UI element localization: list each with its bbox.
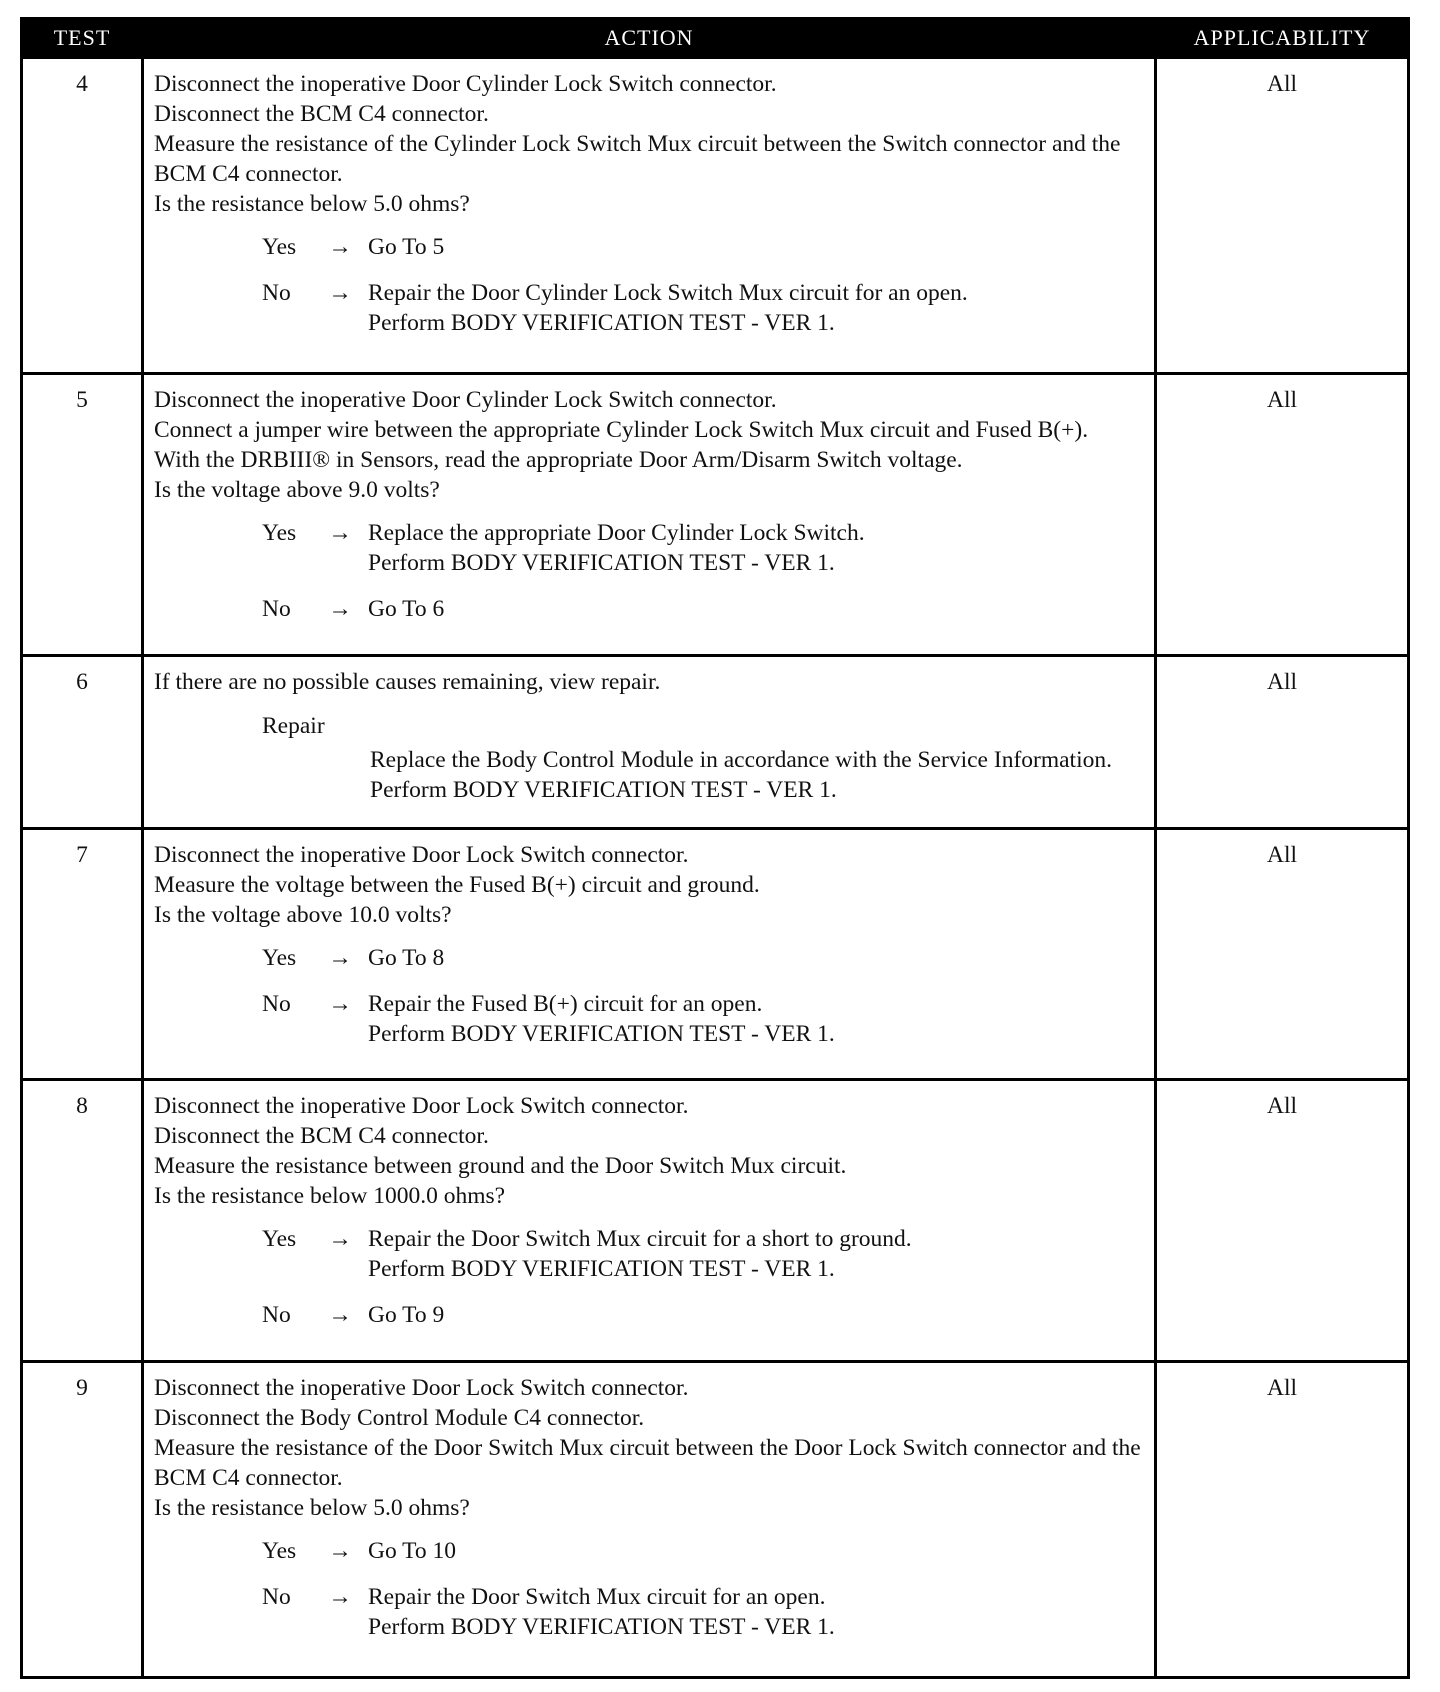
action-cell: [143, 373, 1156, 656]
repair-label: Repair: [262, 713, 325, 740]
applicability-value: All: [1156, 58, 1409, 374]
repair-instructions: [370, 745, 1146, 805]
no-label: No: [262, 280, 291, 306]
no-label: No: [262, 1301, 291, 1328]
action-step: Disconnect the inoperative Door Lock Switch connector.: [154, 1375, 689, 1402]
yes-label: Yes: [262, 1538, 297, 1565]
yes-result-line: Perform BODY VERIFICATION TEST - VER 1.: [368, 549, 835, 576]
test-row-5: [22, 373, 1409, 656]
test-number: 7: [22, 829, 143, 1079]
yes-result-line: Repair the Door Switch Mux circuit for a short to ground.: [368, 1225, 912, 1252]
yes-branch: [262, 1224, 1146, 1284]
yes-result: [368, 518, 1146, 578]
no-label: No: [262, 595, 291, 622]
action-step: With the DRBIII® in Sensors, read the appropriate Door Arm/Disarm Switch voltage.: [154, 446, 963, 473]
action-step: Is the resistance below 1000.0 ohms?: [154, 1182, 506, 1209]
yes-label: Yes: [262, 945, 297, 972]
no-branch: [262, 1300, 1146, 1330]
test-number: 4: [22, 58, 143, 374]
action-cell: [143, 1079, 1156, 1362]
applicability-value: All: [1156, 1362, 1409, 1678]
yes-result: [368, 232, 1146, 262]
action-step: Is the voltage above 9.0 volts?: [154, 476, 440, 503]
yes-branch: [262, 232, 1146, 262]
decision-branches: [154, 1536, 1146, 1642]
arrow-icon: →: [328, 945, 352, 972]
no-label: No: [262, 1584, 291, 1611]
test-row-9: [22, 1362, 1409, 1678]
decision-branches: [154, 943, 1146, 1049]
no-result-line: Perform BODY VERIFICATION TEST - VER 1.: [368, 310, 835, 336]
yes-result-line: Go To 5: [368, 234, 445, 260]
repair-step: Replace the Body Control Module in accordance with the Service Information.: [370, 747, 1112, 774]
action-step: Is the resistance below 5.0 ohms?: [154, 1495, 470, 1522]
decision-branches: [154, 1224, 1146, 1330]
test-number: 9: [22, 1362, 143, 1678]
arrow-icon: →: [328, 1538, 352, 1565]
action-step: Measure the voltage between the Fused B(+) circuit and ground.: [154, 872, 760, 899]
no-result-line: Repair the Door Cylinder Lock Switch Mux circuit for an open.: [368, 280, 968, 306]
decision-branches: [154, 518, 1146, 624]
diagnostic-table: [20, 17, 1410, 1679]
no-result-line: Repair the Door Switch Mux circuit for an open.: [368, 1584, 826, 1611]
applicability-value: All: [1156, 656, 1409, 829]
action-step: Disconnect the inoperative Door Lock Switch connector.: [154, 1092, 689, 1119]
no-result-line: Perform BODY VERIFICATION TEST - VER 1.: [368, 1021, 835, 1048]
arrow-icon: →: [328, 991, 352, 1018]
action-step: Measure the resistance between ground and the Door Switch Mux circuit.: [154, 1152, 847, 1179]
no-label: No: [262, 991, 291, 1018]
no-branch: [262, 278, 1146, 338]
yes-result-line: Go To 8: [368, 945, 445, 972]
action-step: Disconnect the Body Control Module C4 connector.: [154, 1405, 645, 1432]
no-result: [368, 278, 1146, 338]
arrow-icon: →: [328, 1584, 352, 1611]
yes-label: Yes: [262, 1225, 297, 1252]
yes-label: Yes: [262, 234, 297, 260]
action-step: Disconnect the inoperative Door Cylinder Lock Switch connector.: [154, 386, 777, 413]
action-step: Disconnect the BCM C4 connector.: [154, 101, 489, 127]
table-header-row: [22, 19, 1409, 58]
action-step: Is the voltage above 10.0 volts?: [154, 902, 452, 929]
no-branch: [262, 989, 1146, 1049]
no-result: [368, 989, 1146, 1049]
no-branch: [262, 1582, 1146, 1642]
action-step: Measure the resistance of the Cylinder Lock Switch Mux circuit between the Switch connector and the BCM C4 connector.: [154, 131, 1121, 187]
applicability-value: All: [1156, 1079, 1409, 1362]
yes-result-line: Replace the appropriate Door Cylinder Lock Switch.: [368, 519, 865, 546]
yes-result-line: Perform BODY VERIFICATION TEST - VER 1.: [368, 1255, 835, 1282]
header-applicability: APPLICABILITY: [1156, 19, 1409, 58]
decision-branches: [154, 232, 1146, 338]
applicability-value: All: [1156, 373, 1409, 656]
action-step: Disconnect the inoperative Door Cylinder Lock Switch connector.: [154, 71, 777, 97]
action-cell: [143, 58, 1156, 374]
arrow-icon: →: [328, 280, 352, 306]
no-result-line: Go To 6: [368, 595, 445, 622]
action-step: Is the resistance below 5.0 ohms?: [154, 191, 470, 217]
test-row-8: [22, 1079, 1409, 1362]
no-result: [368, 594, 1146, 624]
header-action: ACTION: [143, 19, 1156, 58]
no-result: [368, 1300, 1146, 1330]
action-step: Measure the resistance of the Door Switch Mux circuit between the Door Lock Switch connector and the BCM C4 connector.: [154, 1435, 1141, 1492]
yes-result: [368, 1224, 1146, 1284]
action-step: Connect a jumper wire between the appropriate Cylinder Lock Switch Mux circuit and Fused B(+).: [154, 416, 1089, 443]
yes-result-line: Go To 10: [368, 1538, 457, 1565]
action-step: Disconnect the inoperative Door Lock Switch connector.: [154, 842, 689, 869]
arrow-icon: →: [328, 519, 352, 546]
action-step: If there are no possible causes remaining, view repair.: [154, 669, 661, 696]
applicability-value: All: [1156, 829, 1409, 1079]
diagnostic-test-sheet: [20, 17, 1410, 1679]
yes-label: Yes: [262, 519, 297, 546]
action-step: Disconnect the BCM C4 connector.: [154, 1122, 489, 1149]
no-result-line: Go To 9: [368, 1301, 445, 1328]
action-cell: [143, 829, 1156, 1079]
repair-step: Perform BODY VERIFICATION TEST - VER 1.: [370, 777, 837, 804]
yes-branch: [262, 1536, 1146, 1566]
no-branch: [262, 594, 1146, 624]
action-cell: [143, 1362, 1156, 1678]
action-cell: [143, 656, 1156, 829]
test-row-4: [22, 58, 1409, 374]
header-test: TEST: [22, 19, 143, 58]
test-number: 6: [22, 656, 143, 829]
test-number: 5: [22, 373, 143, 656]
arrow-icon: →: [328, 234, 352, 260]
arrow-icon: →: [328, 1225, 352, 1252]
yes-branch: [262, 943, 1146, 973]
arrow-icon: →: [328, 595, 352, 622]
no-result: [368, 1582, 1146, 1642]
no-result-line: Perform BODY VERIFICATION TEST - VER 1.: [368, 1614, 835, 1641]
test-number: 8: [22, 1079, 143, 1362]
test-row-7: [22, 829, 1409, 1079]
no-result-line: Repair the Fused B(+) circuit for an open.: [368, 991, 763, 1018]
yes-result: [368, 943, 1146, 973]
yes-branch: [262, 518, 1146, 578]
test-row-6: [22, 656, 1409, 829]
arrow-icon: →: [328, 1301, 352, 1328]
yes-result: [368, 1536, 1146, 1566]
